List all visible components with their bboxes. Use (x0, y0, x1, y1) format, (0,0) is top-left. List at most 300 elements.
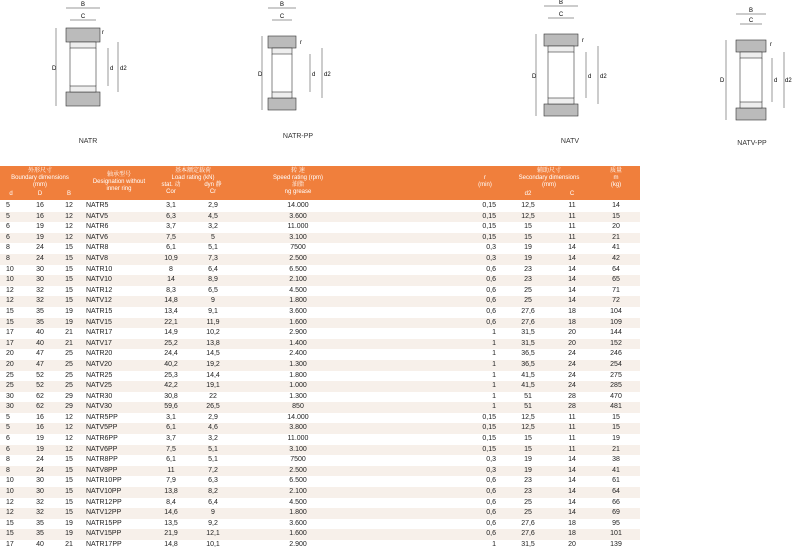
cell-d2: 25 (524, 297, 532, 305)
cell-speed: 1.000 (289, 382, 307, 390)
cell-r: 0,6 (486, 318, 496, 326)
cell-D: 24 (36, 254, 44, 262)
cell-cr: 8,2 (208, 488, 218, 496)
table-row (0, 360, 640, 371)
natr-section-svg (48, 0, 128, 130)
dim-d2-label: d2 (785, 78, 792, 84)
natv-pp-section-svg (712, 0, 792, 130)
cell-B: 25 (65, 350, 73, 358)
cell-D: 19 (36, 445, 44, 453)
cell-d: 6 (6, 445, 10, 453)
cell-designation: NATR8PP (86, 456, 118, 464)
table-row (0, 423, 640, 434)
cell-mass: 66 (612, 498, 620, 506)
table-row (0, 402, 640, 413)
cell-r: 0,6 (486, 509, 496, 517)
cell-cr: 6,4 (208, 498, 218, 506)
cell-r: 0,15 (482, 202, 496, 209)
cell-speed: 2.100 (289, 276, 307, 284)
cell-cor: 3,1 (166, 202, 176, 209)
cell-designation: NATV17 (86, 339, 112, 347)
cell-r: 1 (492, 329, 496, 337)
cell-cr: 2,9 (208, 413, 218, 421)
cell-d: 25 (6, 371, 14, 379)
cell-d: 10 (6, 265, 14, 273)
cell-cor: 11 (167, 466, 175, 474)
cell-designation: NATV15PP (86, 530, 122, 538)
cell-D: 32 (36, 509, 44, 517)
cell-r: 1 (492, 371, 496, 379)
cell-designation: NATV6PP (86, 445, 118, 453)
cell-cr: 9 (211, 509, 215, 517)
cell-cr: 4,5 (208, 212, 218, 220)
cell-d: 6 (6, 233, 10, 241)
cell-designation: NATR17 (86, 329, 113, 337)
cell-r: 0,15 (482, 212, 496, 220)
designation-header: 轴承型号 Designation without inner ring (92, 172, 146, 192)
dim-d-label: d (110, 66, 114, 72)
cell-B: 25 (65, 371, 73, 379)
cell-cor: 14,8 (164, 541, 178, 548)
cell-d: 8 (6, 244, 10, 252)
cell-d: 6 (6, 223, 10, 231)
cell-cor: 40,2 (164, 360, 178, 368)
cell-d2: 15 (524, 233, 532, 241)
cell-D: 35 (36, 519, 44, 527)
cell-mass: 20 (612, 223, 620, 231)
bearing-drawings (0, 0, 800, 160)
dim-C-label: C (279, 14, 285, 20)
cell-d2: 23 (524, 265, 532, 273)
cell-B: 12 (65, 212, 73, 220)
cell-mass: 275 (610, 371, 622, 379)
table-row (0, 328, 640, 339)
cell-designation: NATR30 (86, 392, 113, 400)
cell-C: 28 (568, 403, 576, 411)
cell-speed: 1.400 (289, 339, 307, 347)
table-row (0, 243, 640, 254)
cell-d2: 36,5 (521, 360, 535, 368)
cell-mass: 254 (610, 360, 622, 368)
cell-d: 15 (6, 318, 14, 326)
dim-d2-label: d2 (324, 72, 331, 78)
cell-cr: 6,5 (208, 286, 218, 294)
cell-cr: 4,6 (208, 424, 218, 432)
cell-D: 30 (36, 477, 44, 485)
cell-C: 11 (568, 435, 576, 443)
cell-cor: 8,4 (166, 498, 176, 506)
cell-cr: 2,9 (208, 202, 218, 209)
dim-D-label: D (52, 66, 57, 72)
cell-B: 12 (65, 424, 73, 432)
cell-d2: 27,6 (521, 307, 535, 315)
dim-C-label: C (558, 12, 564, 18)
cell-d: 15 (6, 307, 14, 315)
drawing-natr (48, 0, 128, 150)
cell-d: 25 (6, 382, 14, 390)
cell-C: 20 (568, 541, 576, 548)
cell-d: 17 (6, 339, 14, 347)
cell-B: 15 (65, 286, 73, 294)
cell-r: 0,15 (482, 424, 496, 432)
cell-mass: 71 (612, 286, 620, 294)
cell-speed: 1.800 (289, 297, 307, 305)
cell-speed: 2.400 (289, 350, 307, 358)
cell-r: 1 (492, 350, 496, 358)
cell-C: 28 (568, 392, 576, 400)
cell-speed: 4.500 (289, 498, 307, 506)
cell-d2: 51 (524, 403, 532, 411)
col-B-header: B (66, 191, 71, 197)
cell-B: 21 (65, 541, 73, 548)
table-body (0, 201, 640, 551)
cell-D: 62 (36, 403, 44, 411)
cell-D: 16 (36, 212, 44, 220)
cell-r: 1 (492, 382, 496, 390)
cell-designation: NATV5 (86, 212, 109, 220)
cell-C: 14 (568, 477, 576, 485)
table-header (0, 166, 640, 200)
cell-B: 12 (65, 413, 73, 421)
cell-D: 35 (36, 307, 44, 315)
table-row (0, 318, 640, 329)
cell-B: 21 (65, 329, 73, 337)
cell-cr: 5,1 (208, 244, 218, 252)
cell-mass: 41 (612, 244, 620, 252)
cell-cr: 9,1 (208, 307, 218, 315)
drawing-caption: NATV (560, 138, 580, 145)
dim-B-label: B (279, 2, 285, 8)
cell-C: 11 (568, 424, 576, 432)
cell-d: 8 (6, 456, 10, 464)
cell-cor: 25,3 (164, 371, 178, 379)
col-D-header: D (37, 191, 43, 197)
cell-D: 35 (36, 318, 44, 326)
dim-C-label: C (748, 18, 754, 24)
dim-B-label: B (80, 2, 86, 8)
cell-designation: NATV15 (86, 318, 112, 326)
cell-cor: 22,1 (164, 318, 178, 326)
dim-B-label: B (558, 0, 564, 6)
cell-designation: NATV5PP (86, 424, 118, 432)
cell-d2: 19 (524, 456, 532, 464)
cell-B: 15 (65, 477, 73, 485)
cell-speed: 6.500 (289, 265, 307, 273)
cell-designation: NATV8 (86, 254, 109, 262)
natr-pp-section-svg (258, 0, 338, 125)
cell-C: 14 (568, 244, 576, 252)
cell-B: 15 (65, 276, 73, 284)
cell-D: 24 (36, 456, 44, 464)
cell-designation: NATV10PP (86, 488, 122, 496)
drawing-natv (530, 0, 610, 150)
cell-C: 14 (568, 509, 576, 517)
drawing-natr-pp (258, 0, 338, 150)
cell-D: 52 (36, 382, 44, 390)
cell-d2: 23 (524, 488, 532, 496)
cell-C: 14 (568, 466, 576, 474)
cell-r: 0,6 (486, 488, 496, 496)
cell-D: 40 (36, 541, 44, 548)
cell-B: 29 (65, 392, 73, 400)
speed-header: 转 速 Speed rating (rpm) 油脂 ng grease (272, 168, 324, 195)
table-row (0, 371, 640, 382)
cell-mass: 101 (610, 530, 622, 538)
cell-d: 10 (6, 276, 14, 284)
cell-mass: 69 (612, 509, 620, 517)
cell-cr: 22 (209, 392, 217, 400)
cell-r: 0,3 (486, 244, 496, 252)
cell-r: 0,15 (482, 223, 496, 231)
cell-r: 1 (492, 392, 496, 400)
cell-D: 32 (36, 286, 44, 294)
cell-C: 24 (568, 382, 576, 390)
cell-d: 20 (6, 360, 14, 368)
table-row (0, 254, 640, 265)
cell-designation: NATR8 (86, 244, 109, 252)
table-row (0, 445, 640, 456)
cell-d2: 15 (524, 445, 532, 453)
cell-B: 19 (65, 318, 73, 326)
cell-B: 21 (65, 339, 73, 347)
cell-d: 12 (6, 509, 14, 517)
table-row (0, 529, 640, 540)
cell-designation: NATR6PP (86, 435, 118, 443)
cell-D: 30 (36, 276, 44, 284)
cell-D: 19 (36, 233, 44, 241)
cell-C: 18 (568, 530, 576, 538)
dim-d-label: d (312, 72, 316, 78)
cell-C: 11 (568, 233, 576, 241)
secondary-dim-header: 辅助尺寸 Secondary dimensions (mm) (518, 168, 580, 188)
cell-C: 14 (568, 456, 576, 464)
cell-C: 11 (568, 223, 576, 231)
cell-r: 0,6 (486, 297, 496, 305)
cell-d: 5 (6, 212, 10, 220)
cell-speed: 3.100 (289, 445, 307, 453)
cell-cor: 3,7 (166, 223, 176, 231)
cell-cor: 8 (169, 265, 173, 273)
cell-r: 0,6 (486, 276, 496, 284)
cell-mass: 65 (612, 276, 620, 284)
cell-mass: 19 (612, 435, 620, 443)
cell-D: 30 (36, 488, 44, 496)
cell-speed: 850 (292, 403, 304, 411)
cell-d: 12 (6, 286, 14, 294)
cell-cr: 5,1 (208, 445, 218, 453)
cell-speed: 1.300 (289, 360, 307, 368)
cell-C: 24 (568, 371, 576, 379)
cell-cr: 19,1 (206, 382, 220, 390)
col-d2-header: d2 (524, 191, 532, 197)
cell-cor: 14,9 (164, 329, 178, 337)
cell-mass: 15 (612, 413, 620, 421)
cell-cr: 8,9 (208, 276, 218, 284)
cell-mass: 64 (612, 265, 620, 273)
cell-designation: NATR12 (86, 286, 113, 294)
cell-designation: NATV25 (86, 382, 112, 390)
cell-B: 15 (65, 456, 73, 464)
cell-C: 14 (568, 254, 576, 262)
cell-d: 12 (6, 297, 14, 305)
cell-cor: 25,2 (164, 339, 178, 347)
table-row (0, 413, 640, 424)
cell-r: 0,3 (486, 456, 496, 464)
cell-d: 20 (6, 350, 14, 358)
cell-cor: 13,4 (164, 307, 178, 315)
cell-cr: 3,2 (208, 435, 218, 443)
table-row (0, 487, 640, 498)
dim-r-label: r (300, 40, 302, 46)
dim-d-label: d (588, 74, 592, 80)
cell-cr: 3,2 (208, 223, 218, 231)
cell-B: 19 (65, 530, 73, 538)
cell-d2: 15 (524, 223, 532, 231)
cell-mass: 246 (610, 350, 622, 358)
cell-speed: 14.000 (287, 413, 309, 421)
cell-B: 25 (65, 360, 73, 368)
cell-d: 17 (6, 541, 14, 548)
cell-D: 30 (36, 265, 44, 273)
cell-cor: 6,1 (166, 424, 176, 432)
cell-cor: 3,7 (166, 435, 176, 443)
cell-cor: 7,9 (166, 477, 176, 485)
cell-cr: 13,8 (206, 339, 220, 347)
table-row (0, 201, 640, 212)
cell-r: 0,6 (486, 477, 496, 485)
cell-cor: 3,1 (166, 413, 176, 421)
cell-d: 5 (6, 424, 10, 432)
cell-B: 12 (65, 223, 73, 231)
cell-designation: NATV30 (86, 403, 112, 411)
cell-d: 30 (6, 392, 14, 400)
cell-C: 24 (568, 350, 576, 358)
dim-r-label: r (582, 38, 584, 44)
cell-r: 0,15 (482, 435, 496, 443)
cell-d2: 19 (524, 244, 532, 252)
cell-cr: 5,1 (208, 456, 218, 464)
cell-D: 19 (36, 223, 44, 231)
cell-speed: 1.600 (289, 530, 307, 538)
cell-C: 18 (568, 307, 576, 315)
cell-d2: 19 (524, 466, 532, 474)
col-r-header: r (min) (478, 175, 492, 188)
table-row (0, 265, 640, 276)
cell-B: 15 (65, 265, 73, 273)
dim-C-label: C (80, 14, 86, 20)
cell-designation: NATR6 (86, 223, 109, 231)
cell-speed: 2.100 (289, 488, 307, 496)
cell-d: 17 (6, 329, 14, 337)
dim-r-label: r (770, 42, 772, 48)
cell-r: 0,6 (486, 530, 496, 538)
cell-C: 14 (568, 498, 576, 506)
cell-mass: 42 (612, 254, 620, 262)
cell-B: 12 (65, 202, 73, 209)
cell-d2: 15 (524, 435, 532, 443)
cell-C: 14 (568, 265, 576, 273)
cell-mass: 109 (610, 318, 622, 326)
cell-C: 14 (568, 286, 576, 294)
cell-r: 0,15 (482, 413, 496, 421)
load-rating-header: 基本额定载荷 Load rating (kN) (171, 168, 215, 181)
cell-r: 0,3 (486, 466, 496, 474)
cell-speed: 2.500 (289, 254, 307, 262)
cell-speed: 11.000 (287, 435, 309, 443)
cell-cor: 59,6 (164, 403, 178, 411)
cell-d2: 25 (524, 509, 532, 517)
cell-designation: NATV8PP (86, 466, 118, 474)
table-row (0, 286, 640, 297)
cell-d2: 23 (524, 276, 532, 284)
cell-designation: NATR15PP (86, 519, 122, 527)
cell-designation: NATV12PP (86, 509, 122, 517)
cell-cr: 7,2 (208, 466, 218, 474)
cell-cor: 30,8 (164, 392, 178, 400)
cell-cor: 24,4 (164, 350, 178, 358)
cell-mass: 61 (612, 477, 620, 485)
cell-C: 18 (568, 519, 576, 527)
cell-speed: 3.800 (289, 424, 307, 432)
cell-cor: 14 (167, 276, 175, 284)
cell-cr: 19,2 (206, 360, 220, 368)
cell-mass: 104 (610, 307, 622, 315)
cell-d: 10 (6, 488, 14, 496)
cell-d: 8 (6, 466, 10, 474)
cell-B: 12 (65, 445, 73, 453)
cell-speed: 3.600 (289, 307, 307, 315)
cell-mass: 38 (612, 456, 620, 464)
cell-d: 15 (6, 530, 14, 538)
cell-designation: NATV10 (86, 276, 112, 284)
cell-cr: 10,2 (206, 329, 220, 337)
dim-D-label: D (258, 72, 263, 78)
cell-designation: NATV20 (86, 360, 112, 368)
cell-r: 0,15 (482, 233, 496, 241)
cell-mass: 152 (610, 339, 622, 347)
drawing-caption: NATR-PP (282, 133, 314, 140)
cell-mass: 14 (612, 202, 620, 209)
cell-cor: 14,6 (164, 509, 178, 517)
cell-D: 62 (36, 392, 44, 400)
drawing-natv-pp (712, 0, 792, 155)
cell-cr: 11,9 (206, 318, 220, 326)
cell-mass: 144 (610, 329, 622, 337)
cell-cor: 21,9 (164, 530, 178, 538)
cell-d2: 12,5 (521, 424, 535, 432)
cell-D: 24 (36, 466, 44, 474)
cell-d2: 12,5 (521, 413, 535, 421)
dim-B-label: B (748, 8, 754, 14)
cell-B: 15 (65, 254, 73, 262)
col-stat-header: stat. 动 Cor (161, 182, 181, 195)
cell-mass: 139 (610, 541, 622, 548)
cell-d: 15 (6, 519, 14, 527)
natv-section-svg (530, 0, 610, 125)
cell-mass: 72 (612, 297, 620, 305)
cell-cor: 13,5 (164, 519, 178, 527)
cell-B: 15 (65, 244, 73, 252)
cell-r: 0,6 (486, 307, 496, 315)
cell-r: 0,6 (486, 498, 496, 506)
drawing-caption: NATR (78, 138, 98, 145)
cell-d2: 41,5 (521, 382, 535, 390)
cell-cor: 6,3 (166, 212, 176, 220)
cell-B: 19 (65, 519, 73, 527)
cell-d2: 31,5 (521, 339, 535, 347)
cell-speed: 1.800 (289, 509, 307, 517)
cell-D: 32 (36, 297, 44, 305)
